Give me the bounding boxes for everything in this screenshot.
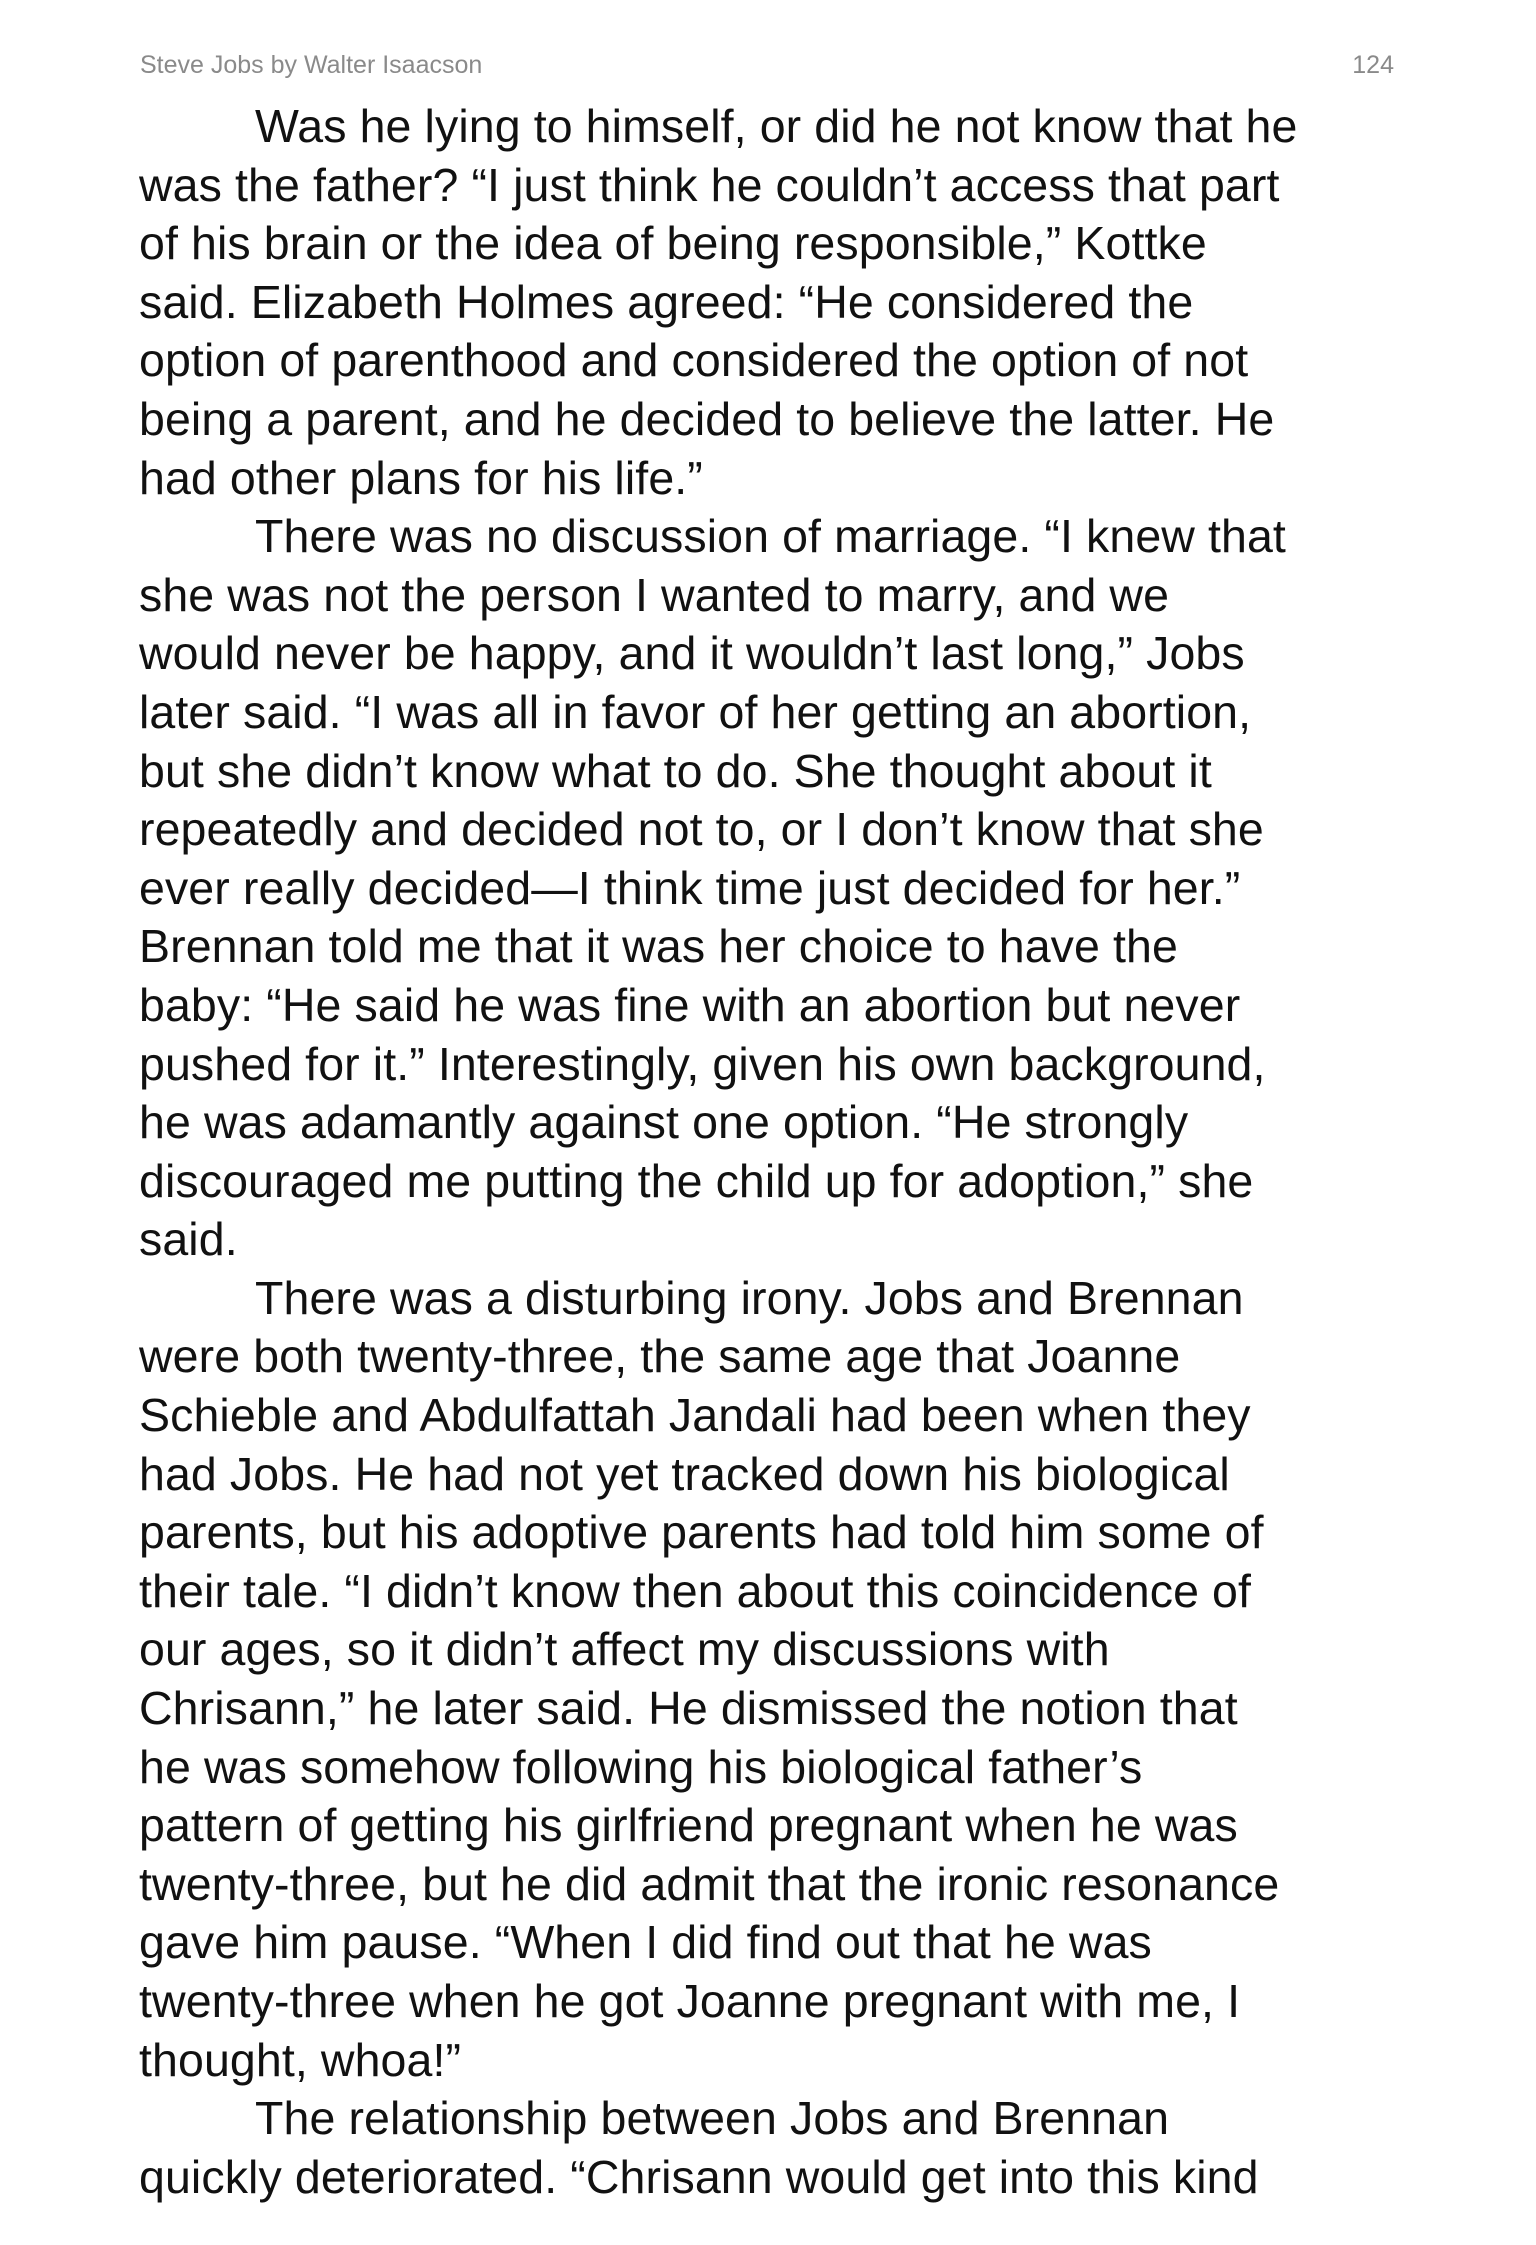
page-number: 124 [1352, 51, 1394, 79]
running-header [140, 50, 1394, 80]
book-title: Steve Jobs by Walter Isaacson [140, 51, 483, 79]
paragraph-2: There was no discussion of marriage. “I knew that she was not the person I wanted to marry, and we would never be happy, and it wouldn’t last long,” Jobs later said. “I was all in favor of her getting an abortion, but she didn’t know what to do. She thought about it repeatedly and decided not to, or I don’t know that she ever really decided—I think time just decided for her.” Brennan told me that it was her choice to have the baby: “He said he was fine with an abortion but never pushed for it.” Interestingly, given his own background, he was adamantly against one option. “He strongly discouraged me putting the child up for adoption,” she said. [139, 510, 1286, 1266]
paragraph-3: There was a disturbing irony. Jobs and Brennan were both twenty-three, the same age that Joanne Schieble and Abdulfattah Jandali had been when they had Jobs. He had not yet tracked down his biological parents, but his adoptive parents had told him some of their tale. “I didn’t know then about this coincidence of our ages, so it didn’t affect my discussions with Chrisann,” he later said. He dismissed the notion that he was somehow following his biological father’s pattern of getting his girlfriend pregnant when he was twenty-three, but he did admit that the ironic resonance gave him pause. “When I did find out that he was twenty-three when he got Joanne pregnant with me, I thought, whoa!” [139, 1271, 1280, 2086]
body-text [139, 97, 1409, 2206]
paragraph-1: Was he lying to himself, or did he not know that he was the father? “I just think he couldn’t access that part of his brain or the idea of being responsible,” Kottke said. Elizabeth Holmes agreed: “He considered the option of parenthood and considered the option of not being a parent, and he decided to believe the latter. He had other plans for his life.” [139, 100, 1298, 504]
paragraph-4: The relationship between Jobs and Brennan quickly deteriorated. “Chrisann would get into this kind [139, 2092, 1259, 2203]
